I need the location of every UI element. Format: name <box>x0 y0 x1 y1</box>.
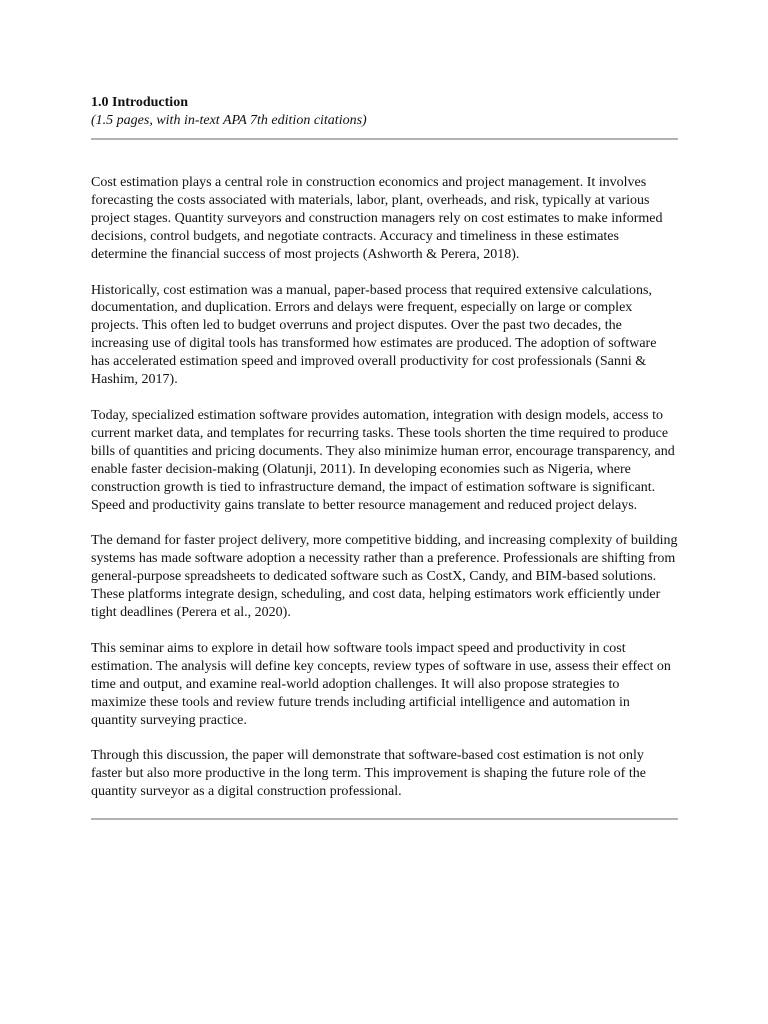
paragraph: This seminar aims to explore in detail how software tools impact speed and productivity in cost estimation. The analysis will define key concepts, review types of software in use, assess their effect on time and output, and examine real-world adoption challenges. It will also propose strategies to maximize these tools and review future trends including artificial intelligence and automation in quantity surveying practice. <box>91 640 671 728</box>
paragraph: Today, specialized estimation software provides automation, integration with design models, access to current market data, and templates for recurring tasks. These tools shorten the time required to produce bills of quantities and pricing documents. They also minimize human error, encourage transparency, and enable faster decision-making (Olatunji, 2011). In developing economies such as Nigeria, where construction growth is tied to infrastructure demand, the impact of estimation software is significant. Speed and productivity gains translate to better resource management and reduced project delays. <box>91 407 675 513</box>
paragraph: Through this discussion, the paper will demonstrate that software-based cost estimation is not only faster but also more productive in the long term. This improvement is shaping the future role of the quantity surveyor as a digital construction professional. <box>91 748 646 800</box>
document-page <box>91 94 678 820</box>
top-divider <box>91 138 678 140</box>
section-heading: 1.0 Introduction <box>91 95 188 110</box>
document-body <box>91 174 678 801</box>
section-subtitle: (1.5 pages, with in-text APA 7th edition citations) <box>91 113 367 128</box>
paragraph: Historically, cost estimation was a manual, paper-based process that required extensive calculations, documentation, and duplication. Errors and delays were frequent, especially on large or complex projects. This often led to budget overruns and project disputes. Over the past two decades, the increasing use of digital tools has transformed how estimates are produced. The adoption of software has accelerated estimation speed and improved overall productivity for cost professionals (Sanni & Hashim, 2017). <box>91 282 657 388</box>
paragraph: Cost estimation plays a central role in construction economics and project management. It involves forecasting the costs associated with materials, labor, plant, overheads, and risk, typically at various project stages. Quantity surveyors and construction managers rely on cost estimates to make informed decisions, control budgets, and negotiate contracts. Accuracy and timeliness in these estimates determine the financial success of most projects (Ashworth & Perera, 2018). <box>91 175 663 262</box>
bottom-divider <box>91 818 678 820</box>
paragraph: The demand for faster project delivery, more competitive bidding, and increasing complexity of building systems has made software adoption a necessity rather than a preference. Professionals are shifting from general-purpose spreadsheets to dedicated software such as CostX, Candy, and BIM-based solutions. These platforms integrate design, scheduling, and cost data, helping estimators work efficiently under tight deadlines (Perera et al., 2020). <box>91 533 678 621</box>
